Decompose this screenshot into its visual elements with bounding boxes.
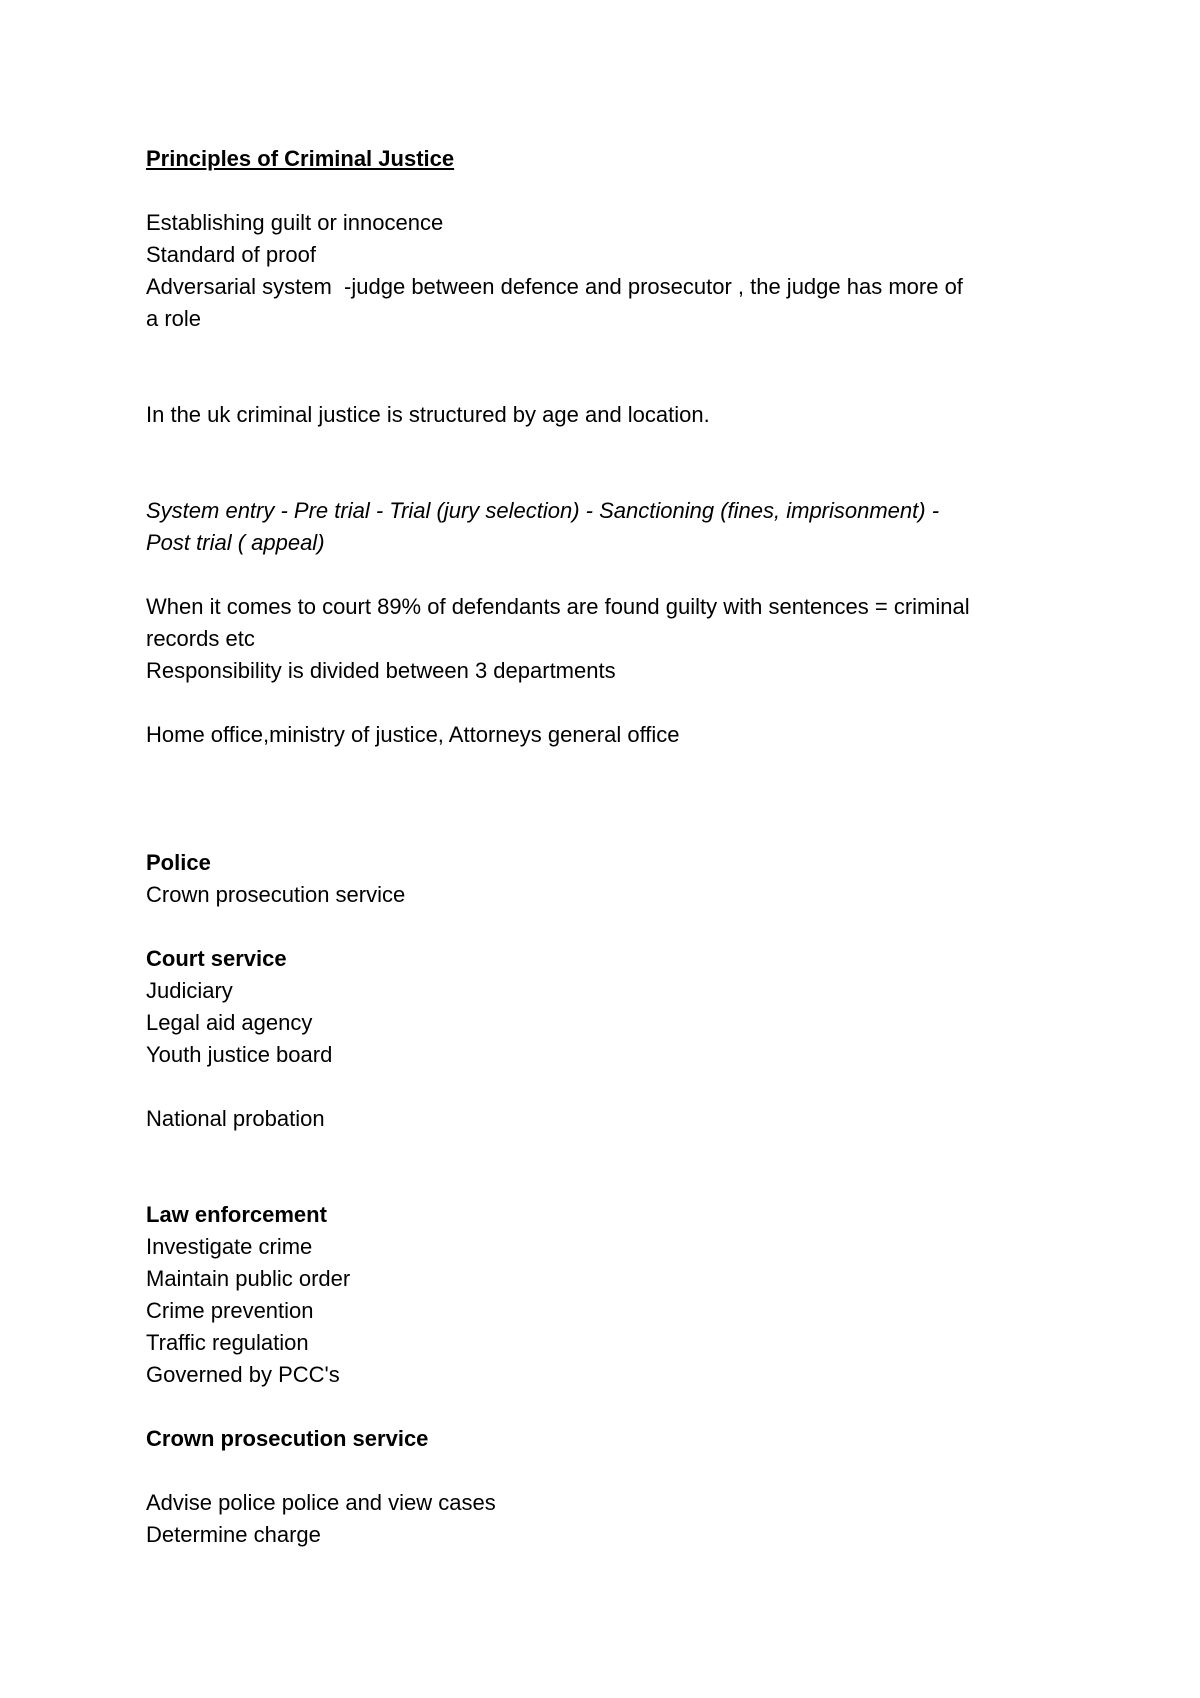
process-line: Post trial ( appeal) [146,530,325,555]
spacer [146,1455,1066,1487]
court-line: When it comes to court 89% of defendants are found guilty with sentences = criminal [146,594,970,619]
court-line: Responsibility is divided between 3 departments [146,658,616,683]
document-title: Principles of Criminal Justice [146,146,455,171]
law-enforcement-item: Maintain public order [146,1266,351,1291]
spacer [146,559,1066,591]
intro-line: a role [146,306,202,331]
law-enforcement-item: Governed by PCC's [146,1362,340,1387]
spacer [146,335,1066,399]
court-service-item: Legal aid agency [146,1010,313,1035]
intro-line: Establishing guilt or innocence [146,210,444,235]
spacer [146,175,1066,207]
crown-prosecution-heading: Crown prosecution service [146,1426,429,1451]
crown-prosecution-item: Advise police police and view cases [146,1490,496,1515]
law-enforcement-item: Crime prevention [146,1298,314,1323]
spacer [146,687,1066,719]
law-enforcement-item: Traffic regulation [146,1330,309,1355]
court-line: records etc [146,626,255,651]
court-service-item: Youth justice board [146,1042,333,1067]
spacer [146,1391,1066,1423]
court-service-heading: Court service [146,946,287,971]
document-page [146,143,1066,1551]
intro-line: Standard of proof [146,242,317,267]
police-heading: Police [146,850,211,875]
court-service-item: Judiciary [146,978,233,1003]
police-item: Crown prosecution service [146,882,406,907]
spacer [146,1135,1066,1199]
law-enforcement-heading: Law enforcement [146,1202,327,1227]
spacer [146,751,1066,847]
spacer [146,911,1066,943]
spacer [146,431,1066,495]
law-enforcement-item: Investigate crime [146,1234,313,1259]
uk-structure-text: In the uk criminal justice is structured by age and location. [146,402,710,427]
departments-text: Home office,ministry of justice, Attorneys general office [146,722,680,747]
intro-line: Adversarial system -judge between defence and prosecutor , the judge has more of [146,274,963,299]
crown-prosecution-item: Determine charge [146,1522,321,1547]
national-probation-text: National probation [146,1106,325,1131]
process-line: System entry - Pre trial - Trial (jury selection) - Sanctioning (fines, imprisonment) - [146,498,940,523]
spacer [146,1071,1066,1103]
